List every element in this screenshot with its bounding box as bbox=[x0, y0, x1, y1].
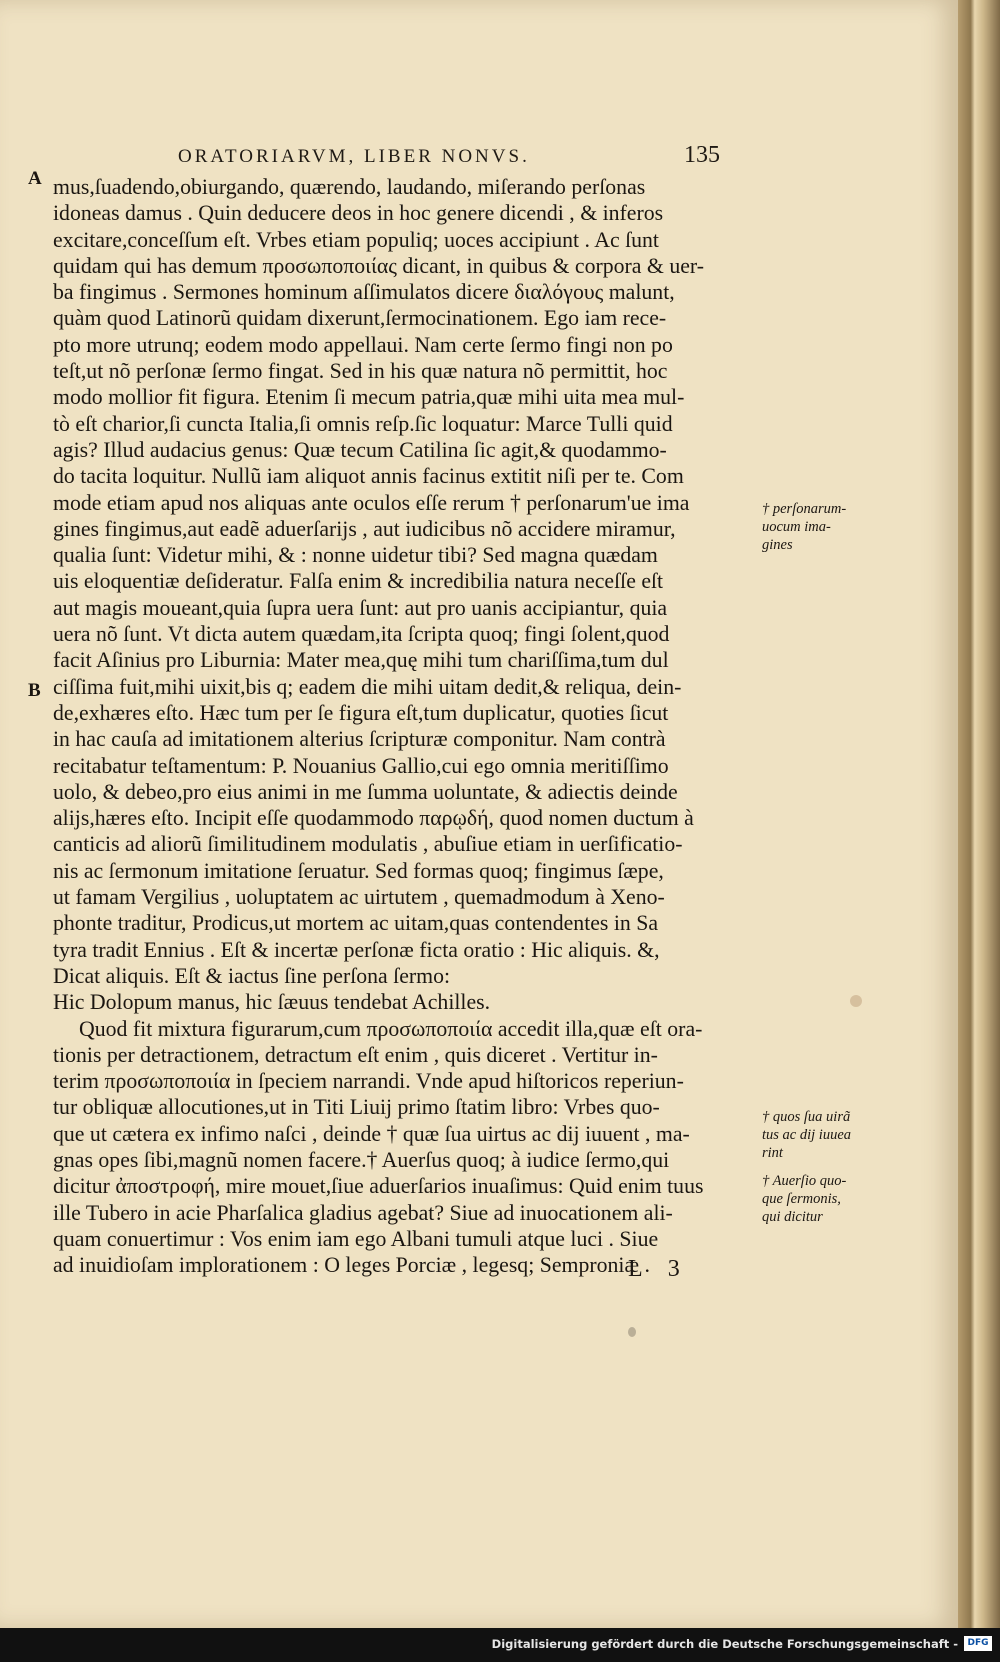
text-line: teſt,ut nõ perſonæ ſermo fingat. Sed in his quæ natura nõ permittit, hoc bbox=[53, 359, 668, 384]
text-line: in hac cauſa ad imitationem alterius ſcripturæ componitur. Nam contrà bbox=[53, 727, 666, 752]
text-line: ille Tubero in acie Pharſalica gladius agebat? Siue ad inuocationem ali- bbox=[53, 1200, 673, 1225]
paper-stain bbox=[850, 995, 862, 1007]
text-line: terim προσωποποιία in ſpeciem narrandi. Vnde apud hiſtoricos reperiun- bbox=[53, 1069, 684, 1094]
signature-mark: L 3 bbox=[628, 1256, 690, 1282]
text-line: nis ac ſermonum imitatione ſeruatur. Sed formas quoq; fingimus ſæpe, bbox=[53, 858, 664, 883]
margin-note-line: † Auerſio quo- bbox=[762, 1173, 847, 1189]
text-line: tionis per detractionem, detractum eſt enim , quis diceret . Vertitur in- bbox=[53, 1042, 658, 1067]
text-line: idoneas damus . Quin deducere deos in hoc genere dicendi , & inferos bbox=[53, 201, 664, 226]
section-letter-a: A bbox=[28, 168, 42, 189]
text-line: quam conuertimur : Vos enim iam ego Albani tumuli atque luci . Siue bbox=[53, 1226, 659, 1251]
page-number: 135 bbox=[684, 142, 720, 168]
text-line: uera nõ ſunt. Vt dicta autem quædam,ita ſcripta quoq; fingi ſolent,quod bbox=[53, 622, 670, 647]
running-title: ORATORIARVM, LIBER NONVS. bbox=[178, 146, 530, 167]
text-line: uolo, & debeo,pro eius animi in me ſumma uoluntate, & adiectis deinde bbox=[53, 779, 678, 804]
margin-note-line: que ſermonis, bbox=[762, 1191, 841, 1207]
margin-note-line: tus ac dij iuuea bbox=[762, 1127, 852, 1143]
text-line: quidam qui has demum προσωποποιίας dicant, in quibus & corpora & uer- bbox=[53, 253, 704, 278]
text-line: gines fingimus,aut eadẽ aduerſarijs , aut iudicibus nõ accidere miramur, bbox=[53, 516, 676, 541]
text-line: ba fingimus . Sermones hominum aſſimulatos dicere διαλόγους malunt, bbox=[53, 280, 675, 305]
text-line: que ut cætera ex infimo naſci , deinde † quæ ſua uirtus ac dij iuuent , ma- bbox=[53, 1121, 690, 1146]
text-line: ciſſima fuit,mihi uixit,bis q; eadem die mihi uitam dedit,& reliqua, dein- bbox=[53, 674, 682, 699]
text-line: mode etiam apud nos aliquas ante oculos eſſe rerum † perſonarum'ue ima bbox=[53, 490, 690, 515]
paper-stain bbox=[628, 1327, 636, 1337]
margin-note-line: gines bbox=[762, 537, 793, 553]
section-letter-b: B bbox=[28, 680, 41, 701]
text-line: Dicat aliquis. Eſt & iactus ſine perſona ſermo: bbox=[53, 963, 451, 988]
text-line: tur obliquæ allocutiones,ut in Titi Liuij primo ſtatim libro: Vrbes quo- bbox=[53, 1095, 660, 1120]
margin-note-line: † quos ſua uirã bbox=[762, 1109, 851, 1125]
margin-note-line: uocum ima- bbox=[762, 519, 831, 535]
text-line: dicitur ἀποστροφή, mire mouet,ſiue aduerſarios inuaſimus: Quid enim tuus bbox=[53, 1174, 704, 1199]
text-line: canticis ad aliorũ ſimilitudinem modulatis , abuſiue etiam in uerſificatio- bbox=[53, 832, 683, 857]
text-line: quàm quod Latinorũ quidam dixerunt,ſermocinationem. Ego iam rece- bbox=[53, 306, 667, 331]
margin-note bbox=[762, 500, 857, 554]
text-line: de,exhæres eſto. Hæc tum per ſe figura eſt,tum duplicatur, quoties ſicut bbox=[53, 700, 669, 725]
dfg-logo[interactable]: DFG bbox=[964, 1636, 992, 1651]
text-line: mus,ſuadendo,obiurgando, quærendo, laudando, miſerando perſonas bbox=[53, 175, 646, 199]
text-line: Quod fit mixtura figurarum,cum προσωποποιία accedit illa,quæ eſt ora- bbox=[79, 1016, 703, 1041]
text-line: tò eſt charior,ſi cuncta Italia,ſi omnis reſp.ſic loquatur: Marce Tulli quid bbox=[53, 411, 673, 436]
margin-note-line: † perſonarum- bbox=[762, 501, 847, 517]
margin-note-line: rint bbox=[762, 1145, 783, 1161]
margin-note bbox=[762, 1172, 857, 1226]
text-line: modo mollior fit figura. Etenim ſi mecum patria,quæ mihi uita mea mul- bbox=[53, 385, 685, 410]
text-line: tyra tradit Ennius . Eſt & incertæ perſonæ ficta oratio : Hic aliquis. &, bbox=[53, 937, 660, 962]
text-line: ut famam Vergilius , uoluptatem ac uirtutem , quemadmodum à Xeno- bbox=[53, 885, 665, 910]
verse-line: Hic Dolopum manus, hic ſæuus tendebat Achilles. bbox=[53, 990, 491, 1015]
text-line: phonte traditur, Prodicus,ut mortem ac uitam,quas contendentes in Sa bbox=[53, 911, 659, 936]
text-line: agis? Illud audacius genus: Quæ tecum Catilina ſic agit,& quodammo- bbox=[53, 437, 667, 462]
margin-note-line: qui dicitur bbox=[762, 1209, 823, 1225]
text-line: recitabatur teſtamentum: P. Nouanius Gallio,cui ego omnia meritiſſimo bbox=[53, 753, 669, 778]
margin-note bbox=[762, 1108, 857, 1162]
text-line: gnas opes ſibi,magnũ nomen facere.† Auerſus quoq; à iudice ſermo,qui bbox=[53, 1147, 670, 1172]
page-edge bbox=[958, 0, 1000, 1628]
text-line: qualia ſunt: Videtur mihi, & : nonne uidetur tibi? Sed magna quædam bbox=[53, 543, 658, 568]
text-line: alijs,hæres eſto. Incipit eſſe quodammodo παρῳδή, quod nomen ductum à bbox=[53, 806, 694, 831]
footer-credit: Digitalisierung gefördert durch die Deutsche Forschungsgemeinschaft - bbox=[491, 1637, 958, 1651]
text-line: uis eloquentiæ deſideratur. Falſa enim & incredibilia natura neceſſe eſt bbox=[53, 569, 664, 594]
main-text bbox=[53, 174, 753, 1278]
text-line: facit Aſinius pro Liburnia: Mater mea,quę mihi tum chariſſima,tum dul bbox=[53, 648, 669, 673]
text-line: excitare,conceſſum eſt. Vrbes etiam populiq; uoces accipiunt . Ac ſunt bbox=[53, 227, 659, 252]
text-line: do tacita loquitur. Nullũ iam aliquot annis facinus extitit niſi per te. Com bbox=[53, 464, 684, 489]
text-line: ad inuidioſam implorationem : O leges Porciæ , legesq; Semproniæ . bbox=[53, 1253, 650, 1278]
text-line: aut magis moueant,quia ſupra uera ſunt: aut pro uanis accipiantur, quia bbox=[53, 595, 668, 620]
text-line: pto more utrunq; eodem modo appellaui. Nam certe ſermo fingi non po bbox=[53, 332, 673, 357]
